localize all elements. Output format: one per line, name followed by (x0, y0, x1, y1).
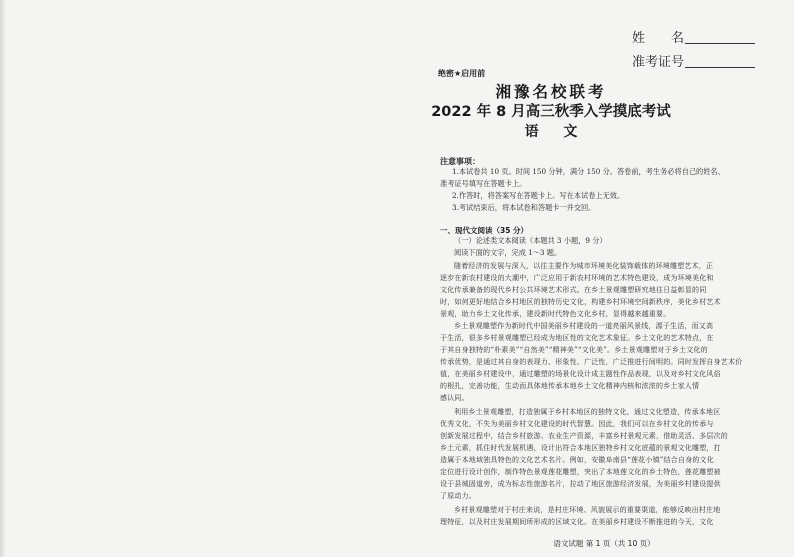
passage-line: 理特征，以及村庄发展期间所形成的区域文化。在美丽乡村建设不断推进的今天，文化 (440, 518, 714, 526)
passage-line: 的根扎，完善功能，生动而具体地传承本地乡土文化精神内核和浓浓的乡土家人情 (440, 382, 700, 390)
notice-item: 1.本试卷共 10 页。时间 150 分钟，满分 150 分。答卷前，考生务必将自己的姓名、 (452, 167, 725, 176)
section-heading: 一、现代文阅读（35 分） (440, 226, 529, 235)
passage-line: 造属于本地域独具特色的文化艺术名片。例如，安徽阜南县“莲花小镇”结合自身的文化 (440, 456, 714, 464)
notice-item: 2.作答时，将答案写在答题卡上。写在本试卷上无效。 (452, 191, 625, 200)
name-label: 姓 名 (632, 31, 685, 46)
passage-line: 景观，助力乡土文化传承，建设新时代特色文化乡村，显得越来越重要。 (440, 310, 671, 318)
subject-title: 语 文 (524, 124, 588, 140)
passage-line: 时，如何更好地结合乡村地区的独特历史文化，构建乡村环境空间新秩序，美化乡村艺术 (440, 298, 721, 306)
passage-line: 文化传承兼备的现代乡村公共环境艺术形式。在乡土景观雕塑研究地往日益彰显的同 (440, 286, 707, 294)
passage-line: 于生活，很多乡村景观雕塑已经成为地区性的文化艺术象征。乡土文化的艺术特点，在 (440, 334, 714, 342)
passage-line: 定位进行设计创作，制作特色景观莲花雕塑，突出了本地莲文化的乡土特色，莲花雕塑被 (440, 468, 721, 476)
passage-line: 随着经济的发展与深入，以往主要作为城市环境美化装饰载体的环境雕塑艺术，正 (454, 262, 714, 270)
passage-line: 逐步在新农村建设的大潮中，广泛应用于新农村环境的艺术特色建设，成为环境美化和 (440, 274, 714, 282)
exam-union-title: 湘豫名校联考 (495, 83, 607, 101)
passage-line: 设于县城固道旁，成为标志性旅游名片，拉动了地区旅游经济发展，为美丽乡村建设提供 (440, 480, 721, 488)
passage-line: 乡土元素，抓住时代发展机遇，设计出符合本地区独特乡村文化底蕴的景观文化雕塑，打 (440, 444, 721, 452)
exam-id-field[interactable] (685, 67, 755, 68)
reading-instruction: 阅读下面的文字，完成 1～3 题。 (454, 248, 562, 257)
passage-line: 创新发展过程中，结合乡村旅游、农业生产资源，丰富乡村景观元素，借助灵活、多层次的 (440, 432, 728, 440)
passage-line: 感认同。 (440, 394, 469, 402)
subsection-heading: （一）论述类文本阅读（本题共 3 小题，9 分） (454, 236, 607, 245)
secret-label: 绝密★启用前 (438, 69, 486, 78)
notice-title: 注意事项： (440, 157, 480, 166)
passage-line: 优秀文化，不失为美丽乡村文化建设的时代智慧。因此，我们可以在乡村文化的传承与 (440, 420, 714, 428)
passage-line: 了原动力。 (440, 492, 476, 500)
notice-item: 3.考试结束后，将本试卷和答题卡一并交回。 (452, 203, 596, 212)
passage-line: 传承优势，是通过其自身的表现力、形象性、广泛性，广泛推进行间明的。同时发挥自身艺术价 (440, 358, 743, 366)
page-footer: 语文试题 第 1 页（共 10 页） (553, 539, 655, 548)
exam-id-label: 准考证号 (632, 55, 685, 70)
notice-item: 准考证号填写在答题卡上。 (440, 179, 527, 188)
name-field[interactable] (685, 43, 755, 44)
passage-line: 乡土景观雕塑作为新时代中国美丽乡村建设的一道亮丽风景线，源于生活，而又高 (454, 322, 714, 330)
passage-line: 乡村景观雕塑对于村庄来说，是村庄环境、风貌展示的重要渠道，能够反映出村庄地 (454, 506, 721, 514)
passage-line: 利用乡土景观雕塑，打造独属于乡村本地区的独特文化，通过文化塑造，传承本地区 (454, 408, 721, 416)
passage-line: 于其自身独特的“朴素美”“自然美”“精神美”“文化美”。乡土景观雕塑对于乡土文化的 (440, 346, 708, 354)
passage-line: 值，在美丽乡村建设中，通过雕塑的场景化设计成主题性作品表现，以及对乡村文化风俗 (440, 370, 721, 378)
exam-title: 2022 年 8 月高三秋季入学摸底考试 (431, 104, 671, 120)
